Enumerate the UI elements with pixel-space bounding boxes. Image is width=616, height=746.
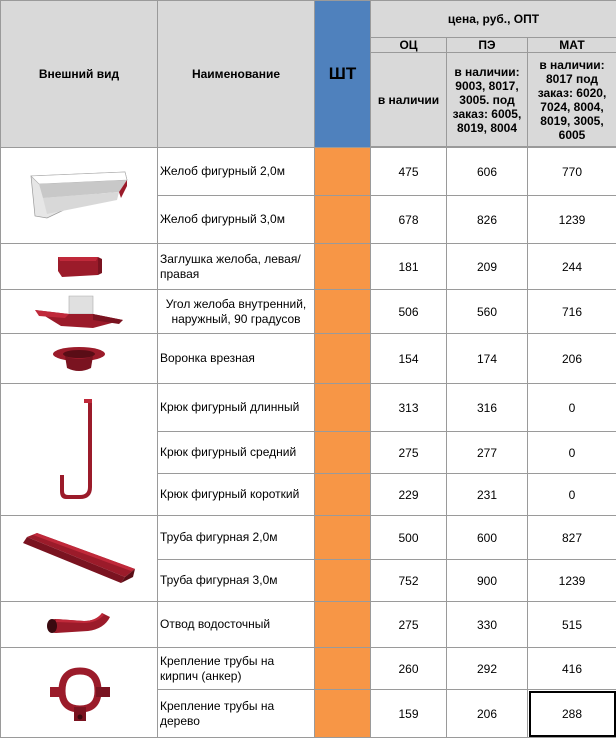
product-name: Крюк фигурный длинный xyxy=(158,384,315,432)
header-oc-note: в наличии xyxy=(371,53,447,147)
qty-input[interactable] xyxy=(315,196,371,244)
gutter-image xyxy=(1,148,158,244)
price-oc: 229 xyxy=(371,474,447,516)
table-row xyxy=(1,244,616,290)
price-pe: 900 xyxy=(447,560,528,602)
price-oc: 260 xyxy=(371,648,447,690)
header-mat-note: в наличии: 8017 под заказ: 6020, 7024, 8004, 8019, 3005, 6005 xyxy=(528,53,616,147)
header-pe-note: в наличии: 9003, 8017, 3005. под заказ: 6005, 8019, 8004 xyxy=(447,53,528,147)
qty-input[interactable] xyxy=(315,648,371,690)
price-oc: 181 xyxy=(371,244,447,290)
price-oc: 154 xyxy=(371,334,447,384)
table-row xyxy=(1,384,616,432)
qty-input[interactable] xyxy=(315,474,371,516)
qty-input[interactable] xyxy=(315,602,371,648)
header-col-pe: ПЭ xyxy=(447,38,528,53)
product-name: Отвод водосточный xyxy=(158,602,315,648)
product-name: Крепление трубы на дерево xyxy=(158,690,315,738)
price-mat: 770 xyxy=(528,148,616,196)
product-name: Желоб фигурный 2,0м xyxy=(158,148,315,196)
price-pe: 560 xyxy=(447,290,528,334)
bracket-image xyxy=(1,648,158,738)
product-name: Труба фигурная 2,0м xyxy=(158,516,315,560)
pipe-image xyxy=(1,516,158,602)
qty-input[interactable] xyxy=(315,334,371,384)
qty-input[interactable] xyxy=(315,516,371,560)
price-mat: 206 xyxy=(528,334,616,384)
price-oc: 313 xyxy=(371,384,447,432)
price-pe: 209 xyxy=(447,244,528,290)
funnel-image xyxy=(1,334,158,384)
price-oc: 275 xyxy=(371,602,447,648)
price-pe: 316 xyxy=(447,384,528,432)
price-pe: 231 xyxy=(447,474,528,516)
table-row xyxy=(1,334,616,384)
header-row-1 xyxy=(1,1,616,38)
header-qty: ШТ xyxy=(315,1,371,148)
table-row xyxy=(1,648,616,690)
qty-input[interactable] xyxy=(315,432,371,474)
price-oc: 500 xyxy=(371,516,447,560)
header-price-title: цена, руб., ОПТ xyxy=(371,1,616,38)
price-oc: 275 xyxy=(371,432,447,474)
product-name: Крюк фигурный короткий xyxy=(158,474,315,516)
price-mat: 1239 xyxy=(528,560,616,602)
price-oc: 678 xyxy=(371,196,447,244)
price-mat: 0 xyxy=(528,384,616,432)
qty-input[interactable] xyxy=(315,384,371,432)
header-name: Наименование xyxy=(158,1,315,148)
product-name: Труба фигурная 3,0м xyxy=(158,560,315,602)
table-row xyxy=(1,602,616,648)
table-row xyxy=(1,516,616,560)
end-cap-image xyxy=(1,244,158,290)
header-appearance: Внешний вид xyxy=(1,1,158,148)
price-mat: 716 xyxy=(528,290,616,334)
price-oc: 506 xyxy=(371,290,447,334)
corner-image xyxy=(1,290,158,334)
product-name: Крюк фигурный средний xyxy=(158,432,315,474)
qty-input[interactable] xyxy=(315,560,371,602)
hook-image xyxy=(1,384,158,516)
price-mat: 1239 xyxy=(528,196,616,244)
price-mat: 244 xyxy=(528,244,616,290)
product-name: Заглушка желоба, левая/правая xyxy=(158,244,315,290)
product-name: Желоб фигурный 3,0м xyxy=(158,196,315,244)
elbow-image xyxy=(1,602,158,648)
price-oc: 159 xyxy=(371,690,447,738)
product-name: Воронка врезная xyxy=(158,334,315,384)
price-mat[interactable]: 288 xyxy=(528,690,616,738)
price-oc: 475 xyxy=(371,148,447,196)
table-row xyxy=(1,290,616,334)
price-mat: 0 xyxy=(528,474,616,516)
price-pe: 174 xyxy=(447,334,528,384)
price-mat: 0 xyxy=(528,432,616,474)
qty-input[interactable] xyxy=(315,290,371,334)
price-pe: 206 xyxy=(447,690,528,738)
price-pe: 277 xyxy=(447,432,528,474)
qty-input[interactable] xyxy=(315,690,371,738)
product-name: Угол желоба внутренний, наружный, 90 градусов xyxy=(158,290,315,334)
header-col-mat: МАТ xyxy=(528,38,616,53)
price-mat: 515 xyxy=(528,602,616,648)
price-mat: 827 xyxy=(528,516,616,560)
qty-input[interactable] xyxy=(315,244,371,290)
product-name: Крепление трубы на кирпич (анкер) xyxy=(158,648,315,690)
price-pe: 330 xyxy=(447,602,528,648)
price-pe: 826 xyxy=(447,196,528,244)
price-mat: 416 xyxy=(528,648,616,690)
qty-input[interactable] xyxy=(315,148,371,196)
price-pe: 606 xyxy=(447,148,528,196)
price-pe: 292 xyxy=(447,648,528,690)
header-col-oc: ОЦ xyxy=(371,38,447,53)
price-oc: 752 xyxy=(371,560,447,602)
price-pe: 600 xyxy=(447,516,528,560)
table-row xyxy=(1,148,616,196)
